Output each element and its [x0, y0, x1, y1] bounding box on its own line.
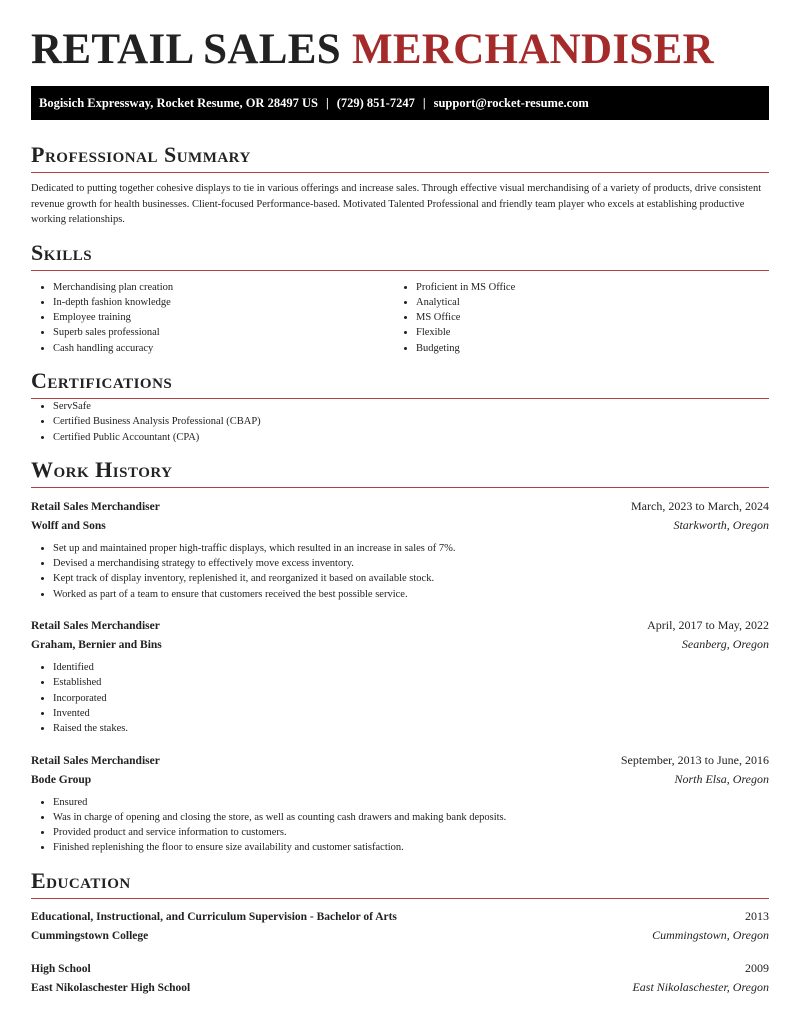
job-location: North Elsa, Oregon	[674, 771, 769, 786]
job-bullet: • Established	[53, 675, 769, 690]
certifications-heading: Certifications	[31, 368, 769, 399]
job-bullet: • Was in charge of opening and closing the store, as well as counting cash drawers and making bank deposits.	[53, 810, 769, 825]
job-location: Starkworth, Oregon	[673, 517, 769, 532]
job-bullet: • Provided product and service information to customers.	[53, 825, 769, 840]
skills-left-list	[31, 280, 394, 356]
education-year: 2009	[745, 960, 769, 975]
summary-heading: Professional Summary	[31, 142, 769, 173]
education-year: 2013	[745, 908, 769, 923]
job-bullets	[31, 541, 769, 602]
contact-address: Bogisich Expressway, Rocket Resume, OR 28497 US	[39, 96, 318, 110]
job-entry	[31, 616, 769, 736]
job-bullet: • Identified	[53, 660, 769, 675]
contact-bar	[31, 86, 769, 120]
education-degree: Educational, Instructional, and Curriculum Supervision - Bachelor of Arts	[31, 910, 397, 923]
contact-email: support@rocket-resume.com	[433, 96, 589, 110]
job-bullet: • Invented	[53, 706, 769, 721]
job-bullet: • Raised the stakes.	[53, 721, 769, 736]
skill-item: • Flexible	[416, 325, 757, 340]
education-school: Cummingstown College	[31, 929, 149, 942]
certification-item: • Certified Business Analysis Professional (CBAP)	[53, 414, 769, 429]
name-main: RETAIL SALES	[31, 26, 341, 73]
education-heading: Education	[31, 868, 769, 899]
job-location: Seanberg, Oregon	[681, 637, 769, 652]
certification-item: • ServSafe	[53, 399, 769, 414]
job-bullet: • Set up and maintained proper high-traffic displays, which resulted in an increase in sales of 7%.	[53, 541, 769, 556]
job-bullet: • Devised a merchandising strategy to effectively move excess inventory.	[53, 556, 769, 571]
education-school-row	[31, 926, 769, 945]
education-location: Cummingstown, Oregon	[652, 927, 769, 942]
education-header-row	[31, 907, 769, 926]
job-title: Retail Sales Merchandiser	[31, 620, 160, 633]
education-header-row	[31, 959, 769, 978]
education-entry	[31, 907, 769, 945]
job-company: Wolff and Sons	[31, 519, 106, 532]
education-degree: High School	[31, 962, 91, 975]
job-header-row	[31, 751, 769, 770]
certifications-list	[31, 399, 769, 445]
contact-separator: |	[422, 96, 426, 110]
job-dates: September, 2013 to June, 2016	[620, 752, 769, 767]
job-company-row	[31, 516, 769, 535]
job-bullet: • Ensured	[53, 795, 769, 810]
job-company: Graham, Bernier and Bins	[31, 639, 162, 652]
job-header-row	[31, 616, 769, 635]
skills-right-list	[394, 280, 757, 356]
skill-item: • Merchandising plan creation	[53, 280, 394, 295]
skill-item: • Superb sales professional	[53, 325, 394, 340]
job-dates: April, 2017 to May, 2022	[647, 618, 769, 633]
education-school-row	[31, 978, 769, 997]
job-bullet: • Kept track of display inventory, replenished it, and reorganized it based on available stock.	[53, 571, 769, 586]
skill-item: • Analytical	[416, 295, 757, 310]
job-company-row	[31, 770, 769, 789]
skill-item: • Budgeting	[416, 341, 757, 356]
job-title: Retail Sales Merchandiser	[31, 754, 160, 767]
job-bullets	[31, 795, 769, 856]
contact-phone: (729) 851-7247	[336, 96, 415, 110]
job-company: Bode Group	[31, 773, 92, 786]
skills-left-column	[31, 280, 394, 356]
work-history-heading: Work History	[31, 457, 769, 488]
candidate-name	[31, 0, 769, 80]
education-school: East Nikolaschester High School	[31, 981, 191, 994]
skill-item: • Employee training	[53, 310, 394, 325]
name-accent: MERCHANDISER	[351, 26, 714, 73]
skills-columns	[31, 280, 769, 356]
job-bullet: • Finished replenishing the floor to ensure size availability and customer satisfaction.	[53, 840, 769, 855]
job-bullet: • Worked as part of a team to ensure that customers received the best possible service.	[53, 587, 769, 602]
job-bullet: • Incorporated	[53, 691, 769, 706]
skill-item: • In-depth fashion knowledge	[53, 295, 394, 310]
job-title: Retail Sales Merchandiser	[31, 500, 160, 513]
education-location: East Nikolaschester, Oregon	[632, 979, 769, 994]
certification-item: • Certified Public Accountant (CPA)	[53, 430, 769, 445]
job-entry	[31, 751, 769, 856]
skill-item: • Cash handling accuracy	[53, 341, 394, 356]
job-company-row	[31, 635, 769, 654]
education-entry	[31, 959, 769, 997]
job-header-row	[31, 497, 769, 516]
skills-heading: Skills	[31, 240, 769, 271]
skill-item: • MS Office	[416, 310, 757, 325]
contact-separator: |	[325, 96, 329, 110]
summary-text: Dedicated to putting together cohesive displays to tie in various offerings and increase sales. Through effective visual merchandising of a variety of products, drive consistent revenue growth for health businesses. Client-focused Performance-based. Motivated Talented Professional and friendly team player who excels at establishing productive working relationships.	[31, 183, 762, 225]
job-dates: March, 2023 to March, 2024	[631, 498, 769, 513]
job-entry	[31, 497, 769, 602]
job-bullets	[31, 660, 769, 736]
skill-item: • Proficient in MS Office	[416, 280, 757, 295]
skills-right-column	[394, 280, 757, 356]
